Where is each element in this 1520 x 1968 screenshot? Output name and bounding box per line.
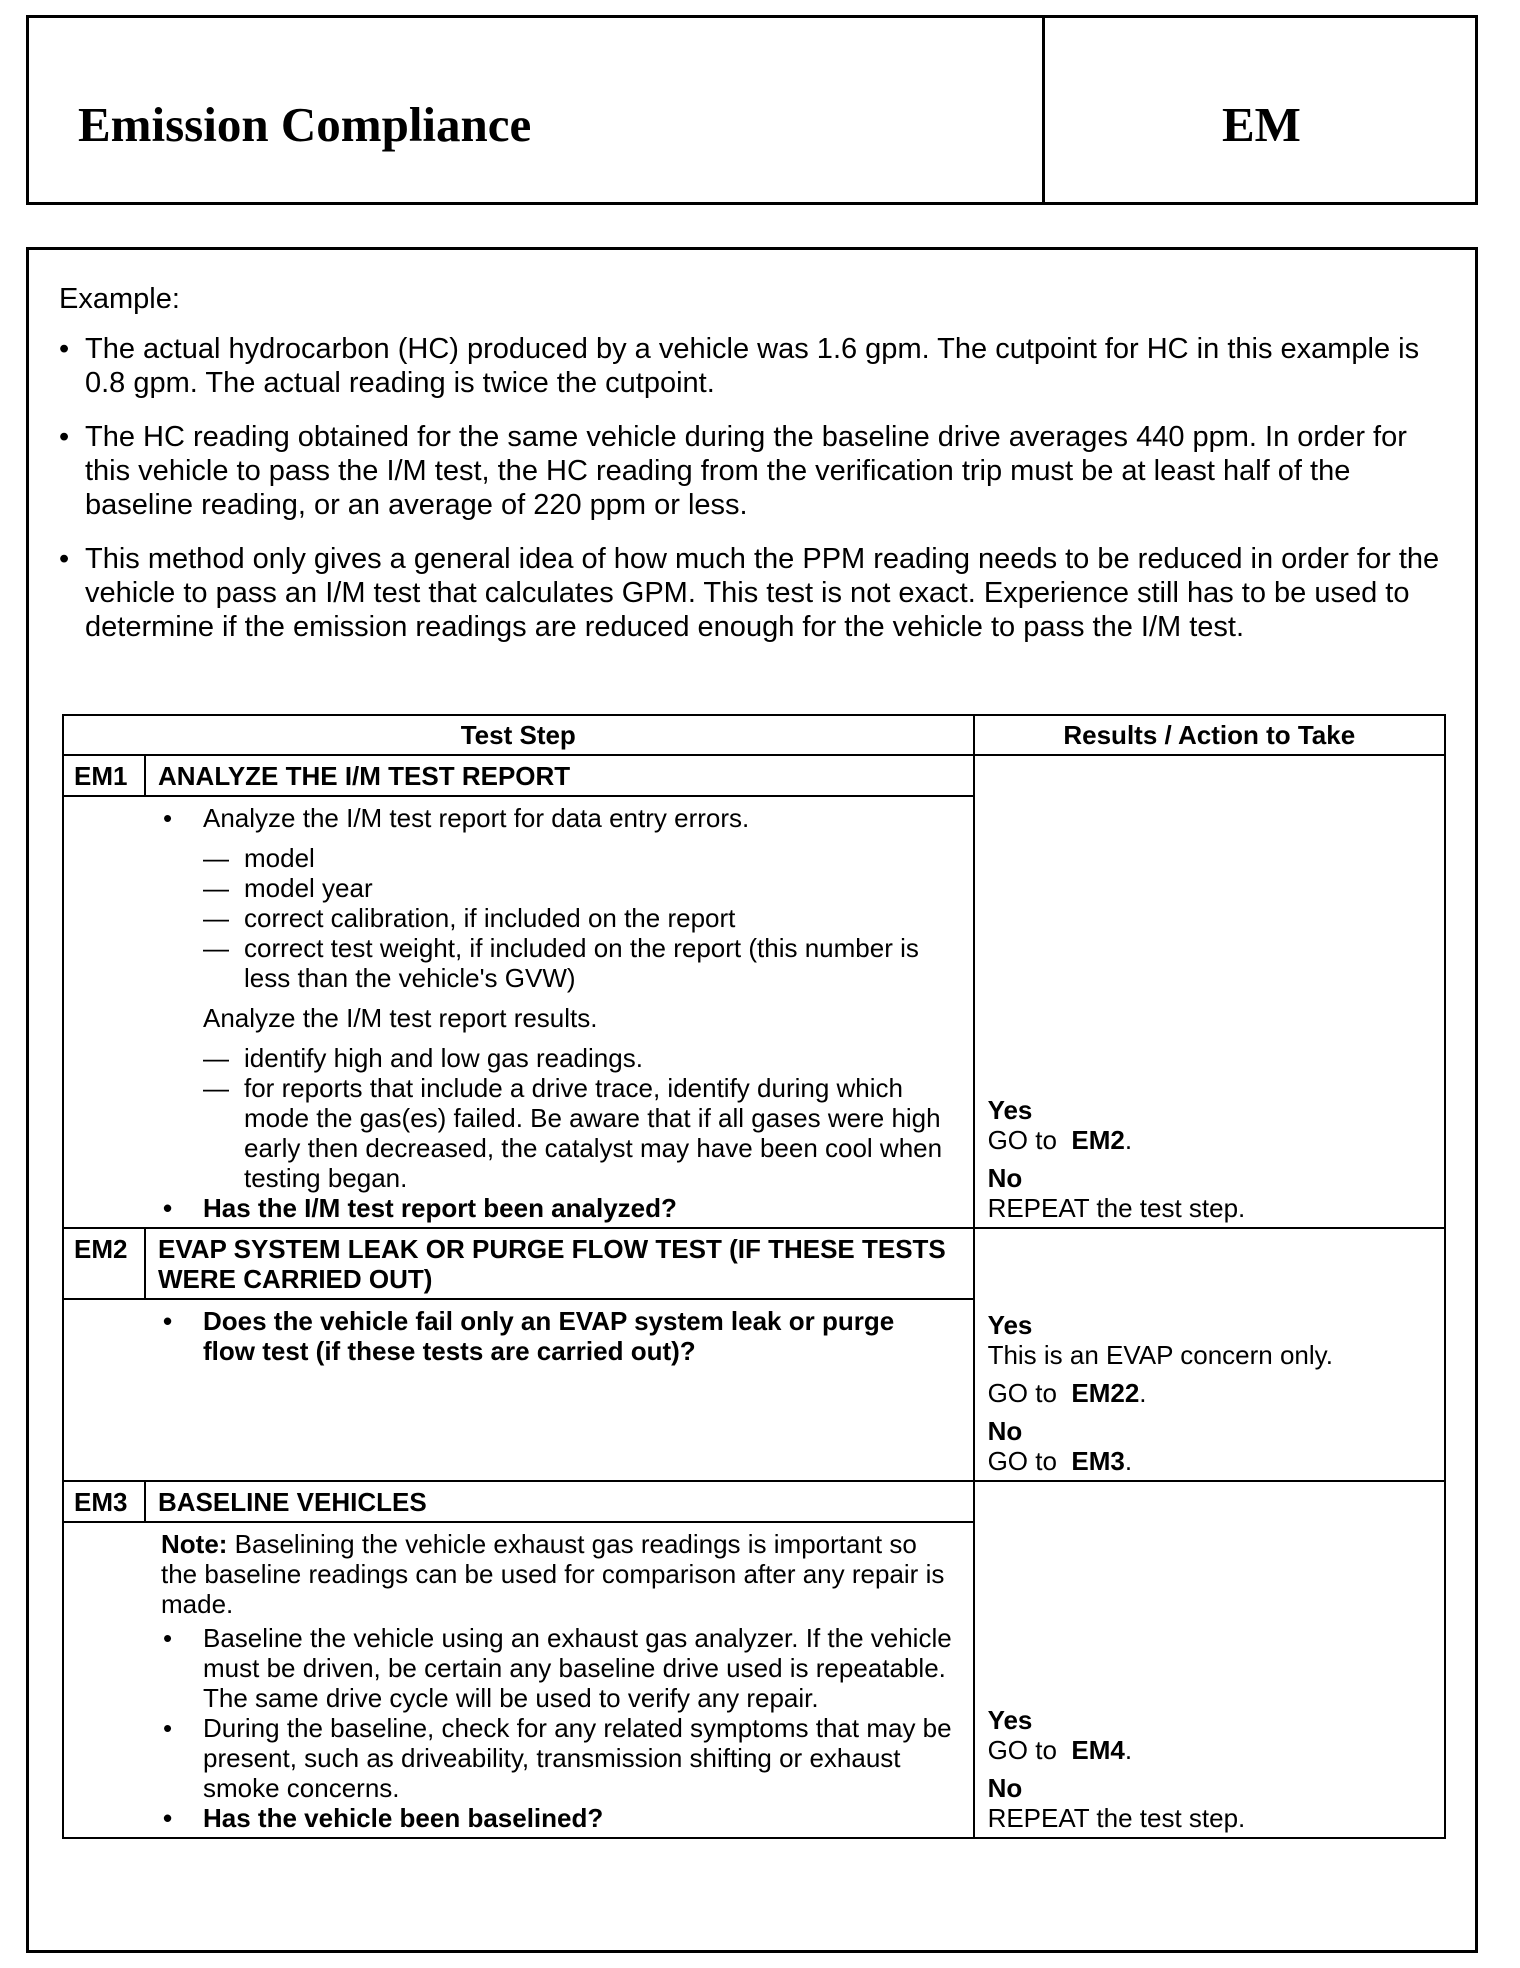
step-body bbox=[64, 1523, 973, 1837]
goto-target: EM3 bbox=[1071, 1446, 1125, 1476]
step-question bbox=[64, 1803, 953, 1833]
bullet-icon: • bbox=[163, 1623, 173, 1653]
yes-label: Yes bbox=[987, 1310, 1033, 1340]
step-title: EVAP SYSTEM LEAK OR PURGE FLOW TEST (IF THESE TESTS WERE CARRIED OUT) bbox=[158, 1234, 946, 1294]
dash-item-text: correct test weight, if included on the report (this number is less than the vehicle's GVW) bbox=[244, 933, 919, 993]
list-item bbox=[64, 1713, 953, 1803]
list-item bbox=[64, 803, 953, 833]
intro-bullet-text: The actual hydrocarbon (HC) produced by a vehicle was 1.6 gpm. The cutpoint for HC in this example is 0.8 gpm. The actual reading is twice the cutpoint. bbox=[85, 333, 1420, 399]
question-text: Has the I/M test report been analyzed? bbox=[203, 1193, 677, 1223]
step-heading bbox=[64, 756, 973, 797]
dash-icon: — bbox=[203, 933, 229, 963]
dash-icon: — bbox=[203, 1073, 229, 1103]
bullet-icon: • bbox=[163, 1713, 173, 1743]
note-text: Baselining the vehicle exhaust gas readings is important so the baseline readings can be used for comparison after any repair is made. bbox=[161, 1529, 945, 1619]
step-heading bbox=[64, 1482, 973, 1523]
bullet-icon: • bbox=[163, 1193, 173, 1223]
step-heading bbox=[64, 1229, 973, 1300]
yes-label: Yes bbox=[987, 1705, 1033, 1735]
list-item-text: Baseline the vehicle using an exhaust gas analyzer. If the vehicle must be driven, be certain any baseline drive used is repeatable. The same drive cycle will be used to verify any repair. bbox=[203, 1623, 952, 1713]
content-box bbox=[26, 247, 1478, 1953]
header-box bbox=[26, 15, 1478, 205]
dash-item bbox=[64, 903, 953, 933]
intro-bullet-text: This method only gives a general idea of how much the PPM reading needs to be reduced in order for the vehicle to pass an I/M test that calculates GPM. This test is not exact. Experience still has to be used to determine if the emission readings are reduced enough for the vehicle to pass the I/M test. bbox=[85, 543, 1440, 643]
step-cell-em2 bbox=[63, 1228, 974, 1481]
dash-item bbox=[64, 1043, 953, 1073]
note-label: Note: bbox=[161, 1529, 228, 1559]
step-id: EM1 bbox=[64, 756, 146, 795]
step-question bbox=[64, 1193, 953, 1223]
step-title: BASELINE VEHICLES bbox=[158, 1487, 427, 1517]
example-label: Example: bbox=[59, 283, 180, 315]
col-header-results: Results / Action to Take bbox=[974, 715, 1445, 755]
result-cell-em3 bbox=[974, 1481, 1445, 1838]
step-id: EM3 bbox=[64, 1482, 146, 1521]
table-row-em3 bbox=[63, 1481, 1445, 1838]
no-label: No bbox=[987, 1416, 1023, 1446]
result-block bbox=[988, 1310, 1436, 1476]
step-body bbox=[64, 1300, 973, 1480]
table-row-em1 bbox=[63, 755, 1445, 1228]
test-step-table bbox=[62, 714, 1446, 1839]
dash-icon: — bbox=[203, 843, 229, 873]
result-cell-em1 bbox=[974, 755, 1445, 1228]
dash-item bbox=[64, 873, 953, 903]
bullet-icon: • bbox=[59, 421, 70, 453]
col-header-test-step: Test Step bbox=[63, 715, 974, 755]
bullet-icon: • bbox=[59, 543, 70, 575]
yes-action: GO to EM4. bbox=[987, 1735, 1133, 1765]
no-action: REPEAT the test step. bbox=[987, 1803, 1246, 1833]
list-item-text: During the baseline, check for any related symptoms that may be present, such as driveability, transmission shifting or exhaust smoke concerns. bbox=[203, 1713, 952, 1803]
list-item bbox=[64, 1623, 953, 1713]
dash-item bbox=[64, 1073, 953, 1193]
bullet-icon: • bbox=[59, 333, 70, 365]
no-action: GO to EM3. bbox=[987, 1446, 1133, 1476]
step-cell-em1 bbox=[63, 755, 974, 1228]
step-body bbox=[64, 797, 973, 1227]
dash-item-text: correct calibration, if included on the report bbox=[244, 903, 736, 933]
list-item-text: Analyze the I/M test report for data entry errors. bbox=[203, 803, 750, 833]
no-label: No bbox=[987, 1163, 1023, 1193]
dash-icon: — bbox=[203, 873, 229, 903]
step-title: ANALYZE THE I/M TEST REPORT bbox=[158, 761, 571, 791]
step-note bbox=[64, 1529, 953, 1619]
bullet-icon: • bbox=[163, 1803, 173, 1833]
dash-item bbox=[64, 933, 953, 993]
section-code: EM bbox=[1222, 97, 1301, 152]
dash-icon: — bbox=[203, 1043, 229, 1073]
question-text: Has the vehicle been baselined? bbox=[203, 1803, 604, 1833]
no-label: No bbox=[987, 1773, 1023, 1803]
dash-item-text: identify high and low gas readings. bbox=[244, 1043, 643, 1073]
dash-item-text: model year bbox=[244, 873, 373, 903]
header-divider bbox=[1042, 18, 1045, 202]
table-row-em2 bbox=[63, 1228, 1445, 1481]
bullet-icon: • bbox=[163, 1306, 173, 1336]
step-question bbox=[64, 1306, 953, 1366]
section-title: Emission Compliance bbox=[78, 97, 532, 152]
result-block bbox=[988, 1095, 1436, 1223]
yes-text: This is an EVAP concern only. bbox=[987, 1340, 1333, 1370]
result-block bbox=[988, 1705, 1436, 1833]
dash-item-text: model bbox=[244, 843, 315, 873]
goto-target: EM2 bbox=[1071, 1125, 1125, 1155]
dash-icon: — bbox=[203, 903, 229, 933]
yes-label: Yes bbox=[987, 1095, 1033, 1125]
no-action: REPEAT the test step. bbox=[987, 1193, 1246, 1223]
goto-target: EM4 bbox=[1071, 1735, 1125, 1765]
table-header-row bbox=[63, 715, 1445, 755]
plain-text: Analyze the I/M test report results. bbox=[203, 1003, 598, 1033]
yes-action: GO to EM22. bbox=[987, 1378, 1147, 1408]
goto-target: EM22 bbox=[1071, 1378, 1140, 1408]
bullet-icon: • bbox=[163, 803, 173, 833]
dash-item-text: for reports that include a drive trace, identify during which mode the gas(es) failed. Be aware that if all gases were high early then decreased, the catalyst may have been cool when testing began. bbox=[244, 1073, 943, 1193]
dash-item bbox=[64, 843, 953, 873]
step-id: EM2 bbox=[64, 1229, 146, 1298]
question-text: Does the vehicle fail only an EVAP system leak or purge flow test (if these tests are carried out)? bbox=[203, 1306, 895, 1366]
step-cell-em3 bbox=[63, 1481, 974, 1838]
result-cell-em2 bbox=[974, 1228, 1445, 1481]
yes-action: GO to EM2. bbox=[987, 1125, 1133, 1155]
intro-bullet-text: The HC reading obtained for the same vehicle during the baseline drive averages 440 ppm. In order for this vehicle to pass the I/M test, the HC reading from the verification trip must be at least half of the baseline reading, or an average of 220 ppm or less. bbox=[85, 421, 1407, 521]
